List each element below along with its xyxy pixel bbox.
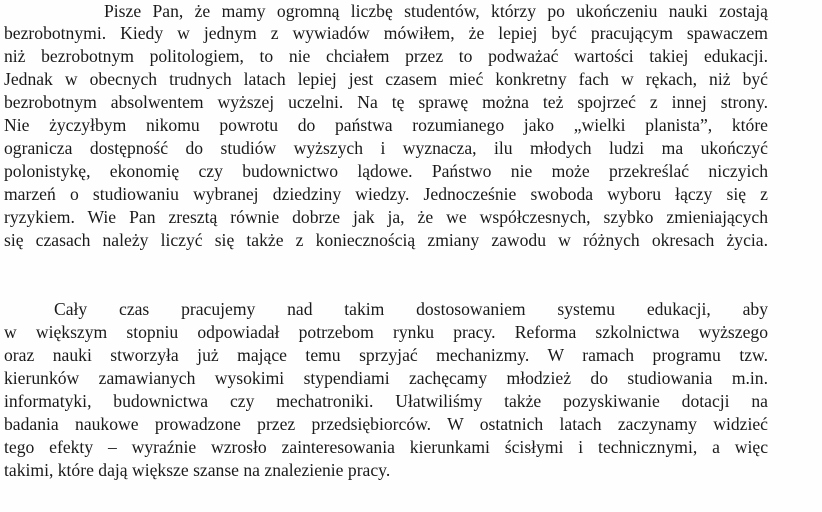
paragraph-2-line-7: tego efekty – wyraźnie wzrosło zainteresowania kierunkami ścisłymi i technicznymi, a więc (4, 437, 768, 457)
paragraph-1-line-3: niż bezrobotnym politologiem, to nie chciałem przez to podważać wartości takiej edukacji. (4, 46, 768, 66)
paragraph-1-line-6: Nie życzyłbym nikomu powrotu do państwa rozumianego jako „wielki planista”, które (4, 115, 768, 135)
paragraph-1-line-1: Pisze Pan, że mamy ogromną liczbę studentów, którzy po ukończeniu nauki zostają (104, 1, 768, 21)
paragraph-1-line-11: się czasach należy liczyć się także z koniecznością zmiany zawodu w różnych okresach życia. (4, 230, 768, 250)
paragraph-1-line-7: ogranicza dostępność do studiów wyższych i wyznacza, ilu młodych ludzi ma ukończyć (4, 138, 768, 158)
paragraph-2-line-3: oraz nauki stworzyła już mające temu sprzyjać mechanizmy. W ramach programu tzw. (4, 345, 768, 365)
paragraph-1-line-10: ryzykiem. Wie Pan zresztą równie dobrze jak ja, że we współczesnych, szybko zmieniających (4, 207, 768, 227)
paragraph-2-line-2: w większym stopniu odpowiadał potrzebom rynku pracy. Reforma szkolnictwa wyższego (4, 322, 768, 342)
paragraph-1-line-2: bezrobotnymi. Kiedy w jednym z wywiadów mówiłem, że lepiej być pracującym spawaczem (4, 23, 768, 43)
paragraph-2-line-6: badania naukowe prowadzone przez przedsiębiorców. W ostatnich latach zaczynamy widzieć (4, 414, 768, 434)
paragraph-1-line-8: polonistykę, ekonomię czy budownictwo lądowe. Państwo nie może przekreślać niczyich (4, 161, 768, 181)
paragraph-2-line-4: kierunków zamawianych wysokimi stypendiami zachęcamy młodzież do studiowania m.in. (4, 368, 768, 388)
paragraph-1-line-4: Jednak w obecnych trudnych latach lepiej jest czasem mieć konkretny fach w rękach, niż być (4, 69, 768, 89)
paragraph-1-line-9: marzeń o studiowaniu wybranej dziedziny wiedzy. Jednocześnie swoboda wyboru łączy się z (4, 184, 768, 204)
paragraph-2-line-8: takimi, które dają większe szanse na znalezienie pracy. (4, 460, 391, 480)
paragraph-2-line-5: informatyki, budownictwa czy mechatroniki. Ułatwiliśmy także pozyskiwanie dotacji na (4, 391, 768, 411)
paragraph-1-line-5: bezrobotnym absolwentem wyższej uczelni. Na tę sprawę można też spojrzeć z innej strony. (4, 92, 768, 112)
paragraph-2-line-1: Cały czas pracujemy nad takim dostosowaniem systemu edukacji, aby (54, 299, 768, 319)
